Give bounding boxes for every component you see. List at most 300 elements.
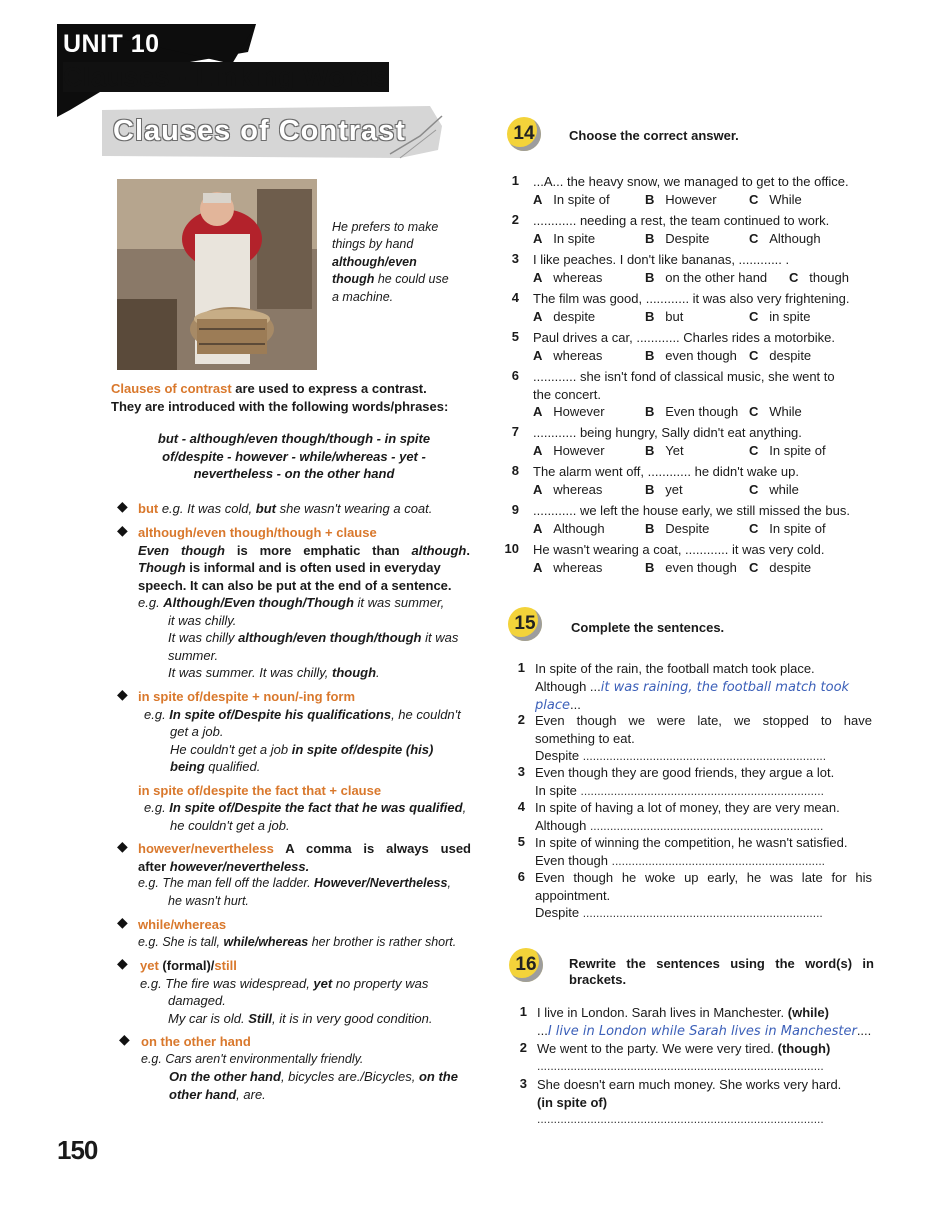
rule-example: e.g. It was cold,: [158, 501, 256, 516]
item-text: [537, 1076, 877, 1129]
example-text: e.g.: [138, 595, 164, 610]
item-answer-line[interactable]: [535, 817, 875, 836]
item-options: [533, 308, 878, 326]
option-letter: C: [749, 347, 759, 363]
item-number: 2: [517, 712, 525, 727]
rule-on-the-other-hand: [141, 1033, 476, 1103]
bullet-diamond-icon: ◆: [119, 1031, 130, 1047]
rule-heading: however/nevertheless: [138, 841, 274, 856]
example-line: he couldn't get a job.: [170, 817, 290, 833]
option-letter: A: [533, 191, 543, 207]
caption-text: he could use: [374, 272, 449, 287]
bullet-diamond-icon: ◆: [117, 498, 128, 514]
rule-while: [138, 916, 478, 951]
option-letter: C: [749, 404, 759, 419]
item-options: [533, 403, 878, 421]
intro-term: Clauses of contrast: [111, 381, 232, 396]
option-c[interactable]: [749, 347, 811, 365]
item-sentence: In spite of the rain, the football match took place.: [535, 661, 815, 676]
example-bold: though: [331, 665, 377, 680]
example-line: [138, 706, 473, 724]
option-letter: C: [749, 230, 759, 246]
example-text: ,: [447, 876, 451, 890]
bullet-diamond-icon: ◆: [117, 914, 128, 930]
item-options: [533, 347, 878, 365]
option-c[interactable]: [749, 230, 821, 248]
option-a[interactable]: [533, 481, 602, 499]
list-item: [507, 1004, 875, 1040]
option-text: despite: [769, 347, 812, 363]
example-line: [138, 934, 478, 952]
item-sentence: Even though he woke up early, he was late for his: [535, 870, 872, 885]
option-letter: B: [645, 191, 655, 207]
option-text: However: [665, 191, 717, 207]
item-text: [535, 834, 880, 870]
rule-although: [138, 524, 470, 682]
example-bold: being: [170, 759, 205, 774]
option-letter: B: [645, 481, 655, 497]
example-text: .: [376, 665, 380, 680]
option-text: despite: [553, 308, 596, 324]
option-a[interactable]: [533, 230, 595, 248]
option-b[interactable]: [645, 347, 737, 365]
item-number: 7: [511, 424, 519, 439]
linking-words-list: [117, 430, 471, 483]
item-sentence: I like peaches. I don't like bananas, ............ .: [533, 252, 790, 267]
item-prompt: Although: [535, 817, 587, 833]
example-bold: other hand: [169, 1086, 237, 1102]
list-item: [505, 764, 875, 799]
caption-line: things by hand: [332, 237, 414, 252]
example-line: he wasn't hurt.: [168, 893, 249, 908]
exercise-instruction: [569, 956, 874, 988]
item-keyword: (while): [787, 1005, 829, 1020]
item-prompt: Despite: [535, 748, 580, 763]
item-prompt: In spite: [535, 782, 577, 798]
option-a[interactable]: [533, 403, 605, 421]
example-line: [138, 741, 473, 759]
item-text: [537, 1040, 877, 1075]
example-text: ,: [462, 800, 467, 815]
option-text: even though: [665, 559, 737, 575]
page-number: 150: [57, 1135, 98, 1165]
item-options: [533, 481, 878, 499]
option-c[interactable]: [749, 403, 802, 421]
item-number: 3: [517, 764, 525, 779]
rule-term: however/nevertheless.: [169, 858, 310, 874]
option-letter: C: [749, 481, 759, 497]
option-text: whereas: [553, 481, 603, 497]
option-text: whereas: [553, 269, 603, 285]
example-text: It was summer. It was chilly,: [168, 665, 332, 680]
option-letter: C: [749, 191, 759, 207]
example-line: [138, 875, 471, 893]
item-prompt: Despite: [535, 905, 580, 920]
item-number: 1: [517, 660, 525, 675]
rule-but: [138, 500, 473, 518]
option-text: However: [553, 442, 605, 458]
example-line: [140, 975, 475, 993]
item-number: 6: [511, 368, 519, 383]
example-line: [141, 1068, 476, 1086]
option-a[interactable]: [533, 308, 595, 326]
example-text: no property was: [332, 975, 429, 991]
word-list-line: of/despite - however - while/whereas - yet -: [162, 448, 426, 464]
item-blank: ......................................................................: [589, 818, 824, 833]
option-c[interactable]: [749, 520, 826, 538]
item-answer-line[interactable]: [535, 678, 875, 697]
item-answer-line[interactable]: [537, 1022, 877, 1041]
item-sentence: [537, 1004, 877, 1022]
item-options: [533, 230, 878, 248]
rule-example-bold: but: [255, 501, 276, 516]
option-text: despite: [769, 559, 812, 575]
option-letter: A: [533, 269, 543, 285]
item-answer-line[interactable]: [535, 904, 872, 923]
option-text: while: [769, 481, 799, 497]
option-letter: A: [533, 404, 543, 419]
option-text: However: [553, 404, 605, 419]
option-text: on the other hand: [665, 269, 768, 285]
example-line: [138, 758, 473, 776]
item-question: [533, 541, 878, 576]
example-line: [141, 1086, 476, 1104]
option-letter: B: [645, 520, 655, 536]
item-text: [535, 660, 875, 715]
option-c[interactable]: [749, 308, 810, 326]
option-letter: C: [749, 559, 759, 575]
item-sentence: ............ being hungry, Sally didn't eat anything.: [533, 425, 802, 440]
item-blank[interactable]: ......................................................................................: [537, 1112, 824, 1126]
example-bold: In spite of/Despite the fact that he was qualified: [169, 800, 463, 815]
option-letter: B: [645, 308, 655, 324]
caption-line: although/even: [332, 254, 417, 269]
item-number: 5: [511, 329, 519, 344]
option-a[interactable]: [533, 520, 605, 538]
option-letter: A: [533, 559, 543, 575]
rule-line: [138, 559, 470, 577]
caption-line: [332, 271, 472, 288]
item-options: [533, 442, 878, 460]
option-c[interactable]: [749, 442, 826, 460]
example-text: It was chilly: [168, 630, 239, 645]
exercise-number-badge: 15: [508, 607, 542, 641]
rule-heading: in spite of/despite the fact that + clause: [138, 782, 382, 798]
example-bold: on the: [418, 1069, 458, 1084]
caption-line: a machine.: [332, 289, 394, 304]
item-number: 1: [511, 173, 519, 188]
example-text: , are.: [236, 1086, 266, 1102]
item-answer: place: [535, 698, 570, 713]
option-a[interactable]: [533, 191, 610, 209]
item-answer: I live in London while Sarah lives in Manchester: [547, 1023, 857, 1039]
list-item: [507, 1076, 875, 1130]
item-question: [533, 290, 878, 325]
example-bold: Although/Even though/Though: [163, 595, 354, 610]
option-text: Despite: [665, 520, 710, 536]
option-text: though: [809, 269, 849, 285]
option-b[interactable]: [645, 442, 684, 460]
option-text: In spite of: [553, 191, 610, 207]
item-question: [533, 173, 878, 208]
exercise-number-badge: 16: [509, 948, 543, 982]
rule-heading: still: [214, 958, 237, 973]
item-options: [533, 520, 878, 538]
option-b[interactable]: [645, 269, 767, 287]
rule-heading: but: [138, 501, 159, 516]
rule-line: speech. It can also be put at the end of a sentence.: [138, 577, 452, 593]
example-line: [138, 664, 470, 682]
item-text: [535, 764, 875, 800]
rule-heading: in spite of/despite + noun/-ing form: [138, 689, 356, 704]
example-text: e.g. The fire was widespread,: [140, 975, 314, 991]
list-item: [505, 660, 875, 712]
rule-heading: on the other hand: [141, 1034, 251, 1049]
option-text: While: [769, 191, 802, 207]
example-text: , it is in very good condition.: [272, 1010, 433, 1026]
option-letter: A: [533, 520, 543, 536]
item-question: [533, 502, 878, 537]
item-number: 4: [511, 290, 519, 305]
option-text: even though: [665, 347, 737, 363]
section-banner-title: Clauses of Contrast: [113, 115, 406, 147]
item-blank[interactable]: ......................................................................................: [537, 1058, 824, 1073]
example-bold: although/even though/though: [238, 630, 422, 645]
bullet-diamond-icon: ◆: [117, 838, 128, 854]
craftsman-photo: [117, 179, 317, 370]
option-b[interactable]: [645, 308, 683, 326]
example-text: her brother is rather short.: [308, 934, 457, 949]
example-line: e.g. Cars aren't environmentally friendly.: [141, 1051, 364, 1066]
item-sentence: ............ she isn't fond of classical music, she went to: [533, 369, 835, 384]
option-letter: A: [533, 308, 543, 324]
item-number: 2: [519, 1040, 527, 1055]
item-question: [533, 251, 878, 286]
rule-text: is informal and is often used in everyday: [185, 560, 441, 575]
item-sentence: ............ needing a rest, the team continued to work.: [533, 213, 830, 228]
option-letter: A: [533, 481, 543, 497]
example-text: , he couldn't: [391, 706, 461, 722]
option-letter: B: [645, 269, 655, 285]
example-line: [138, 629, 470, 647]
item-blank: ................................................................: [611, 853, 826, 868]
option-letter: B: [645, 347, 655, 363]
list-item: [505, 799, 875, 834]
option-text: whereas: [553, 347, 603, 363]
example-line: damaged.: [168, 993, 226, 1008]
option-b[interactable]: [645, 559, 737, 577]
item-prompt: Even though: [535, 852, 609, 868]
instruction-line: brackets.: [569, 972, 627, 987]
instruction-line: Rewrite the sentences using the word(s) in: [569, 956, 874, 971]
rule-text: after: [138, 858, 170, 874]
rule-in-spite-of: [138, 688, 473, 834]
rule-line: [138, 840, 471, 858]
option-c[interactable]: [749, 559, 811, 577]
rule-line: [138, 858, 471, 876]
rule-line: Even though is more emphatic than although.: [138, 542, 471, 558]
bullet-diamond-icon: ◆: [117, 686, 128, 702]
item-sentence: appointment.: [535, 887, 611, 903]
rule-term: although: [411, 542, 467, 558]
intro-line: [111, 380, 481, 398]
item-question: [533, 463, 878, 498]
chapter-title: [63, 62, 389, 93]
item-sentence: Even though we were late, we stopped to have: [535, 713, 872, 728]
rule-heading: although/even though/though + clause: [138, 525, 377, 540]
bullet-diamond-icon: ◆: [117, 522, 128, 538]
example-bold: while/whereas: [223, 934, 309, 949]
option-text: Yet: [665, 442, 684, 458]
caption-bold: though: [332, 272, 375, 287]
option-letter: B: [645, 559, 655, 575]
photo-caption: [332, 219, 472, 306]
example-text: , bicycles are./Bicycles,: [280, 1069, 419, 1084]
item-options: [533, 559, 878, 577]
option-letter: C: [749, 442, 759, 458]
item-dots: ...: [537, 1022, 548, 1038]
option-a[interactable]: [533, 269, 602, 287]
intro-text: [111, 380, 481, 415]
chapter-title-text: Clauses - Linking Words: [63, 62, 390, 92]
word-list-line: nevertheless - on the other hand: [193, 466, 395, 481]
option-letter: C: [789, 269, 799, 285]
item-prompt: Although ...: [535, 678, 601, 694]
rule-heading: yet: [140, 958, 159, 973]
item-text: [535, 869, 872, 923]
item-options: [533, 191, 878, 209]
option-b[interactable]: [645, 403, 738, 421]
intro-line: They are introduced with the following words/phrases:: [111, 398, 449, 414]
item-number: 5: [517, 834, 525, 849]
option-b[interactable]: [645, 230, 709, 248]
item-number: 4: [517, 799, 525, 814]
item-sentence: In spite of winning the competition, he wasn't satisfied.: [535, 835, 848, 850]
item-sentence: The alarm went off, ............ he didn't wake up.: [533, 464, 799, 479]
option-a[interactable]: [533, 347, 602, 365]
example-bold: Still: [248, 1010, 273, 1026]
rule-text: A comma is always used: [273, 841, 471, 856]
item-sentence: ...A... the heavy snow, we managed to get to the office.: [533, 174, 849, 189]
option-text: Although: [769, 230, 821, 246]
option-text: Even though: [665, 404, 739, 419]
rule-example: she wasn't wearing a coat.: [275, 501, 433, 516]
option-text: In spite of: [769, 520, 826, 536]
caption-line: He prefers to make: [332, 220, 439, 234]
item-sentence-text: We went to the party. We were very tired.: [537, 1041, 778, 1056]
item-blank: .........................................................................: [582, 749, 827, 763]
item-number: 3: [519, 1076, 527, 1091]
item-number: 9: [511, 502, 519, 517]
list-item: [505, 834, 875, 869]
option-c[interactable]: [749, 481, 799, 499]
example-bold: However/Nevertheless: [314, 876, 448, 890]
item-sentence-text: I live in London. Sarah lives in Manchester.: [537, 1005, 788, 1020]
option-letter: B: [645, 230, 655, 246]
example-text: He couldn't get a job: [170, 741, 292, 757]
item-text: [537, 1004, 877, 1040]
option-text: In spite of: [769, 442, 826, 458]
rule-however: [138, 840, 471, 910]
option-c[interactable]: [789, 269, 849, 287]
example-text: it was summer,: [353, 595, 445, 610]
option-text: whereas: [553, 559, 603, 575]
option-text: In spite: [553, 230, 596, 246]
list-item: [507, 1040, 875, 1076]
rule-text: is more emphatic than: [224, 542, 412, 558]
rule-yet-still: [140, 957, 475, 1027]
item-sentence: ............ we left the house early, we still missed the bus.: [533, 503, 850, 518]
item-sentence: He wasn't wearing a coat, ............ it was very cold.: [533, 542, 825, 557]
example-line: [138, 799, 473, 817]
example-bold: On the other hand: [169, 1069, 281, 1084]
item-sentence: the concert.: [533, 386, 601, 402]
example-text: e.g.: [144, 800, 170, 815]
rule-term: Even though: [138, 542, 225, 558]
rule-heading: while/whereas: [138, 917, 227, 932]
rule-line: [140, 957, 475, 975]
item-sentence: In spite of having a lot of money, they are very mean.: [535, 800, 840, 815]
option-b[interactable]: [645, 481, 683, 499]
exercise-instruction: Choose the correct answer.: [569, 128, 739, 143]
item-keyword: (though): [777, 1041, 831, 1056]
item-dots: ...: [569, 697, 581, 712]
option-text: yet: [665, 481, 683, 497]
example-bold: yet: [313, 975, 333, 991]
item-sentence: Even though they are good friends, they argue a lot.: [535, 765, 835, 780]
option-text: While: [769, 404, 802, 419]
item-text: [535, 712, 872, 766]
item-answer: it was raining, the football match took: [600, 679, 850, 695]
option-letter: B: [645, 442, 655, 458]
item-sentence: The film was good, ............ it was also very frightening.: [533, 291, 850, 306]
item-answer-line[interactable]: [535, 747, 872, 766]
exercise-instruction: Complete the sentences.: [571, 620, 725, 635]
item-number: 2: [511, 212, 519, 227]
item-answer-line[interactable]: [535, 782, 875, 801]
item-answer-line[interactable]: [535, 852, 880, 871]
item-sentence: She doesn't earn much money. She works very hard.: [537, 1077, 842, 1092]
exercise-number-badge: 14: [507, 117, 541, 151]
item-number: 8: [511, 463, 519, 478]
example-line: summer.: [168, 647, 219, 663]
item-blank: .........................................................................: [580, 783, 824, 798]
item-sentence: [537, 1040, 877, 1058]
intro-rest: are used to express a contrast.: [231, 381, 427, 396]
example-text: qualified.: [204, 759, 261, 774]
option-letter: A: [533, 347, 543, 363]
option-text: Despite: [665, 230, 710, 246]
item-number: 3: [511, 251, 519, 266]
example-bold: In spite of/Despite his qualifications: [169, 706, 392, 722]
item-sentence: Paul drives a car, ............ Charles rides a motorbike.: [533, 330, 836, 345]
option-letter: C: [749, 520, 759, 536]
option-a[interactable]: [533, 442, 605, 460]
exercise-15-list: [505, 660, 875, 921]
example-text: My car is old.: [168, 1010, 249, 1026]
option-b[interactable]: [645, 520, 709, 538]
option-a[interactable]: [533, 559, 602, 577]
option-text: Although: [553, 520, 605, 536]
example-text: e.g. She is tall,: [138, 934, 224, 949]
option-c[interactable]: [749, 191, 802, 209]
option-letter: A: [533, 442, 543, 458]
option-text: but: [665, 308, 684, 324]
item-question: [533, 329, 878, 364]
option-b[interactable]: [645, 191, 717, 209]
option-letter: C: [749, 308, 759, 324]
item-sentence: something to eat.: [535, 730, 635, 746]
